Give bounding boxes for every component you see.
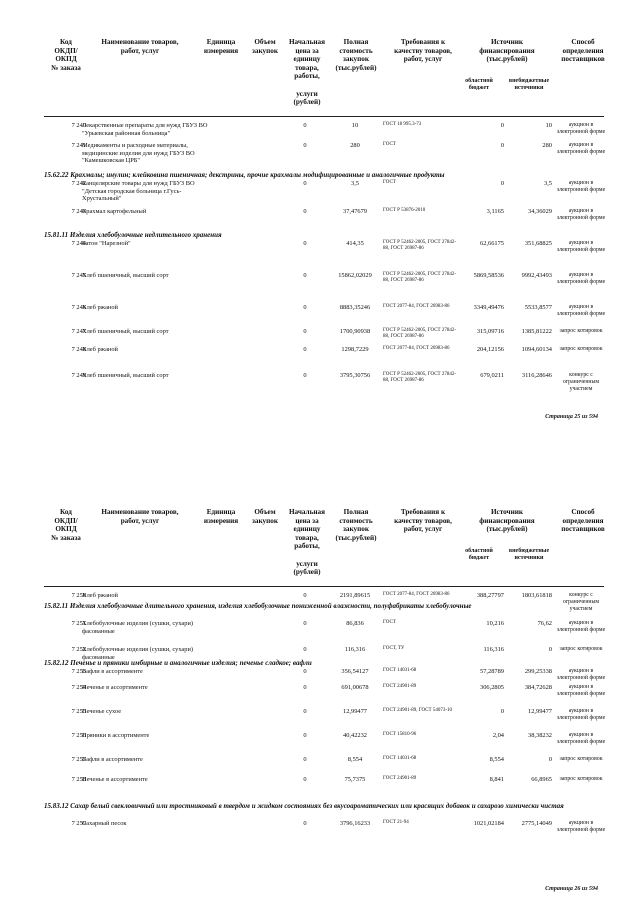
header-method: Способ определения поставщиков: [561, 508, 605, 534]
quality-requirements: ГОСТ, ТУ: [383, 646, 405, 651]
regional-budget: 315,09716: [476, 328, 504, 335]
regional-budget: 0: [500, 122, 504, 129]
total-cost: 86,836: [346, 620, 364, 627]
header-start-price: Начальная цена за единицу товара, работы, услуги (рублей): [288, 508, 326, 577]
start-price: 0: [303, 646, 307, 653]
regional-budget: 62,66175: [480, 240, 504, 247]
header-rule: [44, 116, 604, 117]
regional-budget: 8,554: [489, 756, 504, 763]
order-code: 7 240: [71, 122, 86, 129]
total-cost: 75,7375: [344, 776, 366, 783]
order-code: 7 250: [71, 592, 86, 599]
offbudget-sources: 34,36029: [528, 208, 552, 215]
header-code: Код ОКДП/ ОКПД № заказа: [51, 508, 81, 542]
start-price: 0: [303, 272, 307, 279]
offbudget-sources: 12,99477: [528, 708, 552, 715]
table-row: [0, 776, 640, 816]
regional-budget: 5869,58536: [473, 272, 504, 279]
quality-requirements: ГОСТ 24901-89: [383, 776, 417, 781]
order-code: 7 252: [71, 646, 86, 653]
header-unit: Единица измерения: [203, 508, 239, 525]
header-total-cost: Полная стоимость закупок (тыс.рублей): [335, 38, 377, 72]
quality-requirements: ГОСТ Р 52462-2005, ГОСТ 27842-88, ГОСТ 26987-86: [383, 372, 457, 384]
total-cost: 3796,16233: [339, 820, 371, 827]
regional-budget: 8,841: [489, 776, 504, 783]
offbudget-sources: 66,8965: [531, 776, 552, 783]
offbudget-sources: 0: [548, 756, 552, 763]
header-name: Наименование товаров, работ, услуг: [101, 508, 179, 525]
total-cost: 40,42232: [343, 732, 367, 739]
item-name: Хлеб пшеничный, высший сорт: [82, 372, 169, 379]
regional-budget: 306,2805: [480, 684, 504, 691]
total-cost: 116,316: [344, 646, 366, 653]
document-page-25: [0, 0, 640, 440]
offbudget-sources: 1803,61818: [521, 592, 552, 599]
order-code: 7 246: [71, 304, 86, 311]
regional-budget: 1021,02184: [473, 820, 504, 827]
offbudget-sources: 10: [545, 122, 552, 129]
offbudget-sources: 3116,28646: [521, 372, 552, 379]
total-cost: 37,47679: [343, 208, 367, 215]
total-cost: 3,5: [351, 180, 359, 187]
order-code: 7 244: [71, 240, 86, 247]
start-price: 0: [303, 756, 307, 763]
total-cost: 2191,89615: [339, 592, 371, 599]
header-name: Наименование товаров, работ, услуг: [101, 38, 179, 55]
section-heading: 15.82.12 Печенье и пряники имбирные и аналогичные изделия; печенье сладкое; вафли: [44, 659, 312, 667]
quality-requirements: ГОСТ Р 52462-2005, ГОСТ 27842-88, ГОСТ 26987-86: [383, 240, 457, 252]
start-price: 0: [303, 328, 307, 335]
item-name: Лекарственные препараты для нужд ГБУЗ ВО "Урыевская районная больница": [82, 122, 208, 137]
regional-budget: 0: [500, 708, 504, 715]
offbudget-sources: 0: [548, 646, 552, 653]
offbudget-sources: 280: [542, 142, 552, 149]
quality-requirements: ГОСТ 2077-84, ГОСТ 26983-86: [383, 304, 450, 309]
offbudget-sources: 299,25338: [524, 668, 552, 675]
procurement-method: запрос котировок: [559, 328, 603, 334]
start-price: 0: [303, 620, 307, 627]
order-code: 7 256: [71, 732, 86, 739]
section-heading: 15.62.22 Крахмалы; инулин; клейковина пшеничная; декстрины, прочие крахмалы модифицированные и аналогичные продукты: [44, 171, 445, 179]
offbudget-sources: 76,62: [537, 620, 552, 627]
start-price: 0: [303, 180, 307, 187]
order-code: 7 248: [71, 346, 86, 353]
item-name: Сахарный песок: [82, 820, 127, 827]
header-regional: областной бюджет: [465, 78, 493, 91]
total-cost: 691,00678: [341, 684, 369, 691]
section-heading: 15.83.12 Сахар белый свекловичный или тростниковый в твердом и жидком состояниях без вкусоароматических или красящих добавок и сахарозо химически чистая: [44, 802, 564, 810]
total-cost: 8,554: [347, 756, 363, 763]
item-name: Медикаменты и расходные материалы, медицинские изделия для нужд ГБУЗ ВО "Камешковская ЦРБ": [82, 142, 195, 165]
total-cost: 10: [351, 122, 359, 129]
header-rule: [44, 586, 604, 587]
page-number: Страница 26 из 594: [545, 886, 598, 892]
item-name: Печенье в ассортименте: [82, 684, 148, 691]
item-name: Хлеб пшеничный, высший сорт: [82, 272, 169, 279]
procurement-method: запрос котировок: [559, 756, 603, 762]
section-heading: 15.81.11 Изделия хлебобулочные недлительного хранения: [44, 231, 222, 239]
total-cost: 356,54127: [341, 668, 369, 675]
total-cost: 15862,02029: [338, 272, 372, 279]
header-requirements: Требования к качеству товаров, работ, услуг: [394, 508, 452, 534]
procurement-method: аукцион в электронной форме: [556, 732, 606, 745]
item-name: Печенье в ассортименте: [82, 776, 148, 783]
start-price: 0: [303, 820, 307, 827]
header-code: Код ОКДП/ ОКПД № заказа: [51, 38, 81, 72]
offbudget-sources: 38,38232: [528, 732, 552, 739]
header-start-price: Начальная цена за единицу товара, работы, услуги (рублей): [288, 38, 326, 107]
offbudget-sources: 1094,60134: [521, 346, 552, 353]
item-name: Вафли в ассортименте: [82, 668, 143, 675]
procurement-method: аукцион в электронной форме: [556, 620, 606, 633]
regional-budget: 388,27797: [476, 592, 504, 599]
item-name: Хлеб пшеничный, высший сорт: [82, 328, 169, 335]
start-price: 0: [303, 240, 307, 247]
start-price: 0: [303, 776, 307, 783]
procurement-method: конкурс с ограниченным участием: [562, 592, 600, 612]
procurement-method: аукцион в электронной форме: [556, 820, 606, 833]
order-code: 7 255: [71, 708, 86, 715]
total-cost: 3795,30756: [339, 372, 371, 379]
regional-budget: 57,28789: [480, 668, 504, 675]
offbudget-sources: 3,5: [544, 180, 552, 187]
start-price: 0: [303, 732, 307, 739]
procurement-method: запрос котировок: [559, 346, 603, 352]
start-price: 0: [303, 304, 307, 311]
start-price: 0: [303, 346, 307, 353]
start-price: 0: [303, 668, 307, 675]
header-volume: Объем закупок: [252, 508, 278, 525]
quality-requirements: ГОСТ Р 52462-2005, ГОСТ 27842-88, ГОСТ 26987-86: [383, 272, 457, 284]
order-code: 7 249: [71, 372, 86, 379]
section-heading: 15.82.11 Изделия хлебобулочные длительного хранения, изделия хлебобулочные пониженной влажности, полуфабрикаты хлебобулочные: [44, 602, 472, 610]
procurement-method: аукцион в электронной форме: [556, 684, 606, 697]
header-offbudget: внебюджетные источники: [508, 548, 550, 561]
document-page-26: [0, 470, 640, 905]
header-requirements: Требования к качеству товаров, работ, услуг: [394, 38, 452, 64]
regional-budget: 10,216: [486, 620, 504, 627]
table-row: [0, 372, 640, 412]
quality-requirements: ГОСТ 2077-84, ГОСТ 26983-86: [383, 346, 450, 351]
page-number: Страница 25 из 594: [545, 414, 598, 420]
regional-budget: 0: [500, 142, 504, 149]
procurement-method: запрос котировок: [559, 776, 603, 782]
header-volume: Объем закупок: [252, 38, 278, 55]
quality-requirements: ГОСТ 2077-84, ГОСТ 26983-86: [383, 592, 450, 597]
order-code: 7 253: [71, 668, 86, 675]
order-code: 7 257: [71, 756, 86, 763]
order-code: 7 258: [71, 776, 86, 783]
offbudget-sources: 1385,81222: [521, 328, 552, 335]
procurement-method: аукцион в электронной форме: [556, 208, 606, 221]
order-code: 7 254: [71, 684, 86, 691]
order-code: 7 245: [71, 272, 86, 279]
start-price: 0: [303, 142, 307, 149]
total-cost: 1298,7229: [341, 346, 369, 353]
order-code: 7 241: [71, 142, 86, 149]
item-name: Хлеб ржаной: [82, 346, 118, 353]
procurement-method: запрос котировок: [559, 646, 603, 652]
start-price: 0: [303, 684, 307, 691]
procurement-method: аукцион в электронной форме: [556, 708, 606, 721]
order-code: 7 242: [71, 180, 86, 187]
header-sources: Источник финансирования (тыс.рублей): [479, 508, 535, 534]
item-name: Канцелярские товары для нужд ГБУЗ ВО "Детская городская больница г.Гусь-Хрустальный": [82, 180, 195, 203]
quality-requirements: ГОСТ 15810-96: [383, 732, 417, 737]
regional-budget: 116,316: [483, 646, 504, 653]
item-name: Хлебобулочные изделия (сушки, сухари) фасованные: [82, 620, 194, 635]
item-name: Батон "Нарезной": [82, 240, 131, 247]
item-name: Хлеб ржаной: [82, 592, 118, 599]
total-cost: 8883,35246: [339, 304, 371, 311]
procurement-method: аукцион в электронной форме: [556, 668, 606, 681]
total-cost: 280: [350, 142, 360, 149]
item-name: Крахмал картофельный: [82, 208, 147, 215]
header-sources: Источник финансирования (тыс.рублей): [479, 38, 535, 64]
order-code: 7 247: [71, 328, 86, 335]
offbudget-sources: 351,68825: [524, 240, 552, 247]
header-offbudget: внебюджетные источники: [508, 78, 550, 91]
header-unit: Единица измерения: [203, 38, 239, 55]
procurement-method: аукцион в электронной форме: [556, 304, 606, 317]
offbudget-sources: 5533,8577: [524, 304, 552, 311]
regional-budget: 679,0211: [480, 372, 504, 379]
start-price: 0: [303, 208, 307, 215]
start-price: 0: [303, 708, 307, 715]
regional-budget: 2,04: [492, 732, 504, 739]
offbudget-sources: 2775,14049: [521, 820, 552, 827]
order-code: 7 259: [71, 820, 86, 827]
total-cost: 414,35: [346, 240, 364, 247]
regional-budget: 3349,49476: [473, 304, 504, 311]
quality-requirements: ГОСТ: [383, 142, 396, 147]
table-row: [0, 820, 640, 860]
quality-requirements: ГОСТ 18 995.3-73: [383, 122, 422, 127]
regional-budget: 0: [500, 180, 504, 187]
quality-requirements: ГОСТ Р 53876-2010: [383, 208, 426, 213]
procurement-method: конкурс с ограниченным участием: [562, 372, 600, 392]
procurement-method: аукцион в электронной форме: [556, 240, 606, 253]
quality-requirements: ГОСТ 14031-68: [383, 668, 417, 673]
item-name: Печенье сухое: [82, 708, 122, 715]
order-code: 7 243: [71, 208, 86, 215]
item-name: Вафли в ассортименте: [82, 756, 143, 763]
regional-budget: 3,1165: [486, 208, 504, 215]
quality-requirements: ГОСТ 24901-89: [383, 684, 417, 689]
procurement-method: аукцион в электронной форме: [556, 180, 606, 193]
offbudget-sources: 384,72628: [524, 684, 552, 691]
item-name: Хлеб ржаной: [82, 304, 118, 311]
header-method: Способ определения поставщиков: [561, 38, 605, 64]
total-cost: 12,99477: [343, 708, 367, 715]
offbudget-sources: 9992,43493: [521, 272, 552, 279]
procurement-method: аукцион в электронной форме: [556, 272, 606, 285]
quality-requirements: ГОСТ 14031-68: [383, 756, 417, 761]
start-price: 0: [303, 372, 307, 379]
item-name: Пряники в ассортименте: [82, 732, 150, 739]
procurement-method: аукцион в электронной форме: [556, 142, 606, 155]
regional-budget: 204,12156: [476, 346, 504, 353]
order-code: 7 251: [71, 620, 86, 627]
quality-requirements: ГОСТ 24901-89, ГОСТ 54073-10: [383, 708, 452, 713]
quality-requirements: ГОСТ Р 52462-2005, ГОСТ 27842-88, ГОСТ 26987-86: [383, 328, 457, 340]
quality-requirements: ГОСТ 21-94: [383, 820, 409, 825]
header-total-cost: Полная стоимость закупок (тыс.рублей): [335, 508, 377, 542]
start-price: 0: [303, 122, 307, 129]
quality-requirements: ГОСТ: [383, 620, 396, 625]
item-name: Хлебобулочные изделия (сушки, сухари) фасованные: [82, 646, 194, 661]
start-price: 0: [303, 592, 307, 599]
procurement-method: аукцион в электронной форме: [556, 122, 606, 135]
total-cost: 1700,90938: [339, 328, 371, 335]
quality-requirements: ГОСТ: [383, 180, 396, 185]
header-regional: областной бюджет: [465, 548, 493, 561]
